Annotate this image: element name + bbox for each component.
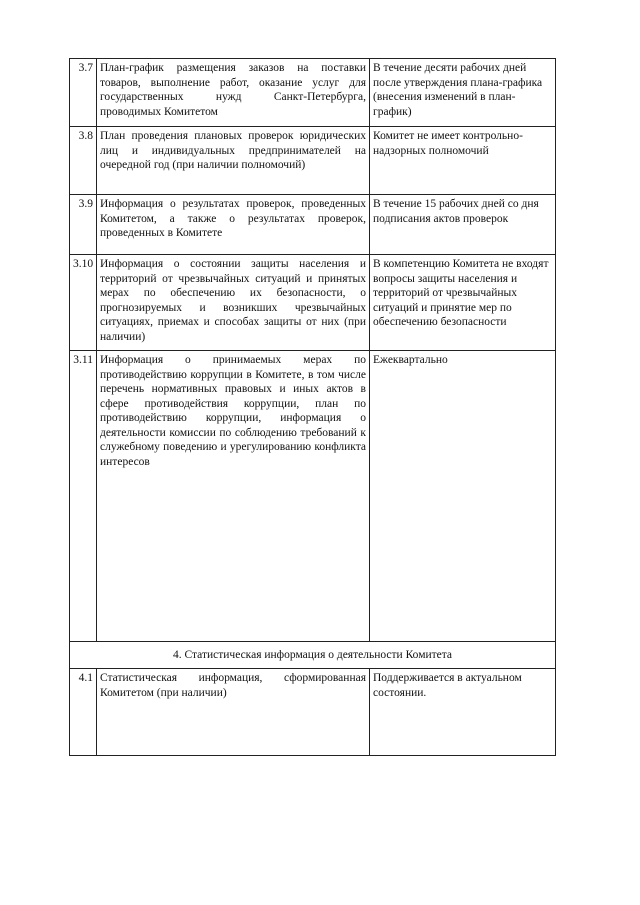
row-deadline: В течение 15 рабочих дней со дня подписания актов проверок (370, 195, 556, 255)
row-description: План-график размещения заказов на поставки товаров, выполнение работ, оказание услуг для государственных нужд Санкт-Петербурга, проводимых Комитетом (97, 59, 370, 127)
row-description: Статистическая информация, сформированная Комитетом (при наличии) (97, 669, 370, 756)
row-description: План проведения плановых проверок юридических лиц и индивидуальных предпринимателей на очередной год (при наличии полномочий) (97, 127, 370, 195)
row-deadline: В компетенцию Комитета не входят вопросы защиты населения и территорий от чрезвычайных ситуаций и принятие мер по обеспечению безопасности (370, 255, 556, 351)
table-row (70, 59, 556, 127)
table-row (70, 195, 556, 255)
row-number: 3.7 (70, 59, 97, 127)
row-description: Информация о состоянии защиты населения и территорий от чрезвычайных ситуаций и принятых мерах по обеспечению их безопасности, о прогнозируемых и возникших чрезвычайных ситуациях, приемах и способах защиты от них (при наличии) (97, 255, 370, 351)
section-header-row (70, 642, 556, 669)
table-row (70, 351, 556, 642)
table-row (70, 127, 556, 195)
row-number: 3.11 (70, 351, 97, 642)
row-description: Информация о принимаемых мерах по противодействию коррупции в Комитете, в том числе перечень нормативных правовых и иных актов в сфере противодействия коррупции, план по противодействию коррупции, информация о деятельности комиссии по соблюдению требований к служебному поведению и урегулированию конфликта интересов (97, 351, 370, 642)
section-title: 4. Статистическая информация о деятельности Комитета (70, 642, 556, 669)
row-number: 3.9 (70, 195, 97, 255)
row-deadline: Поддерживается в актуальном состоянии. (370, 669, 556, 756)
row-number: 4.1 (70, 669, 97, 756)
table-row (70, 255, 556, 351)
row-deadline: Ежеквартально (370, 351, 556, 642)
row-deadline: В течение десяти рабочих дней после утверждения плана-графика (внесения изменений в план-график) (370, 59, 556, 127)
row-deadline: Комитет не имеет контрольно-надзорных полномочий (370, 127, 556, 195)
row-number: 3.8 (70, 127, 97, 195)
row-description: Информация о результатах проверок, проведенных Комитетом, а также о результатах проверок, проведенных в Комитете (97, 195, 370, 255)
information-table (69, 58, 556, 756)
row-number: 3.10 (70, 255, 97, 351)
table-row (70, 669, 556, 756)
